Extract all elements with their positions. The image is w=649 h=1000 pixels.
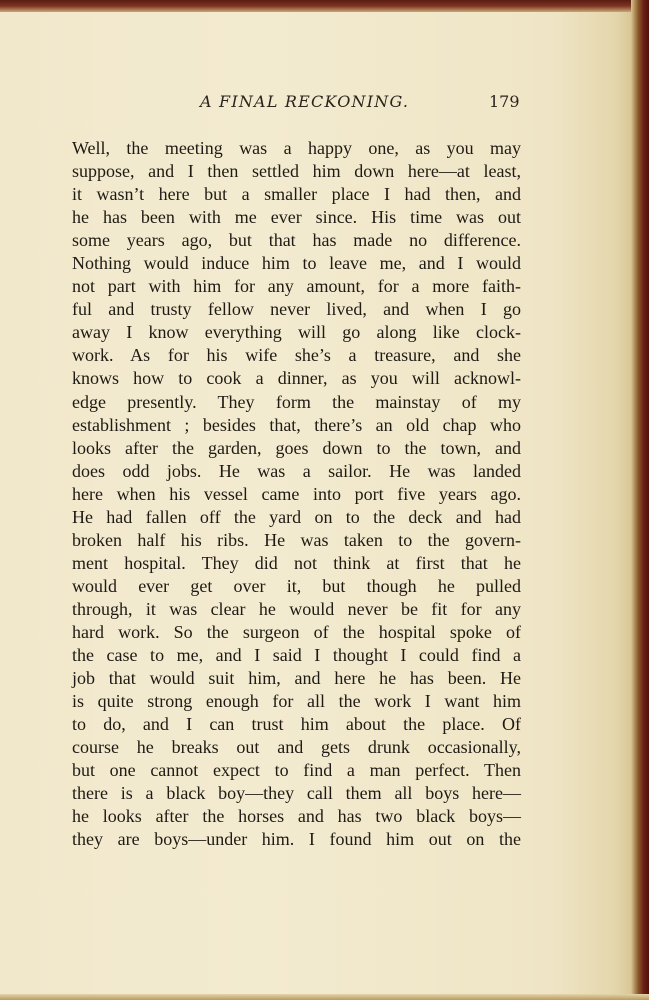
text-line: does odd jobs. He was a sailor. He was landed bbox=[72, 460, 521, 481]
text-line: ment hospital. They did not think at first that he bbox=[72, 552, 521, 573]
text-line: away I know everything will go along like clock- bbox=[72, 322, 521, 343]
text-line: hard work. So the surgeon of the hospital spoke of bbox=[72, 621, 521, 642]
text-line: would ever get over it, but though he pulled bbox=[72, 575, 521, 596]
body-text bbox=[72, 137, 521, 851]
running-title: A FINAL RECKONING. bbox=[200, 92, 410, 111]
text-line: not part with him for any amount, for a more faith- bbox=[72, 276, 521, 297]
text-line: he has been with me ever since. His time was out bbox=[72, 207, 521, 228]
text-line: work. As for his wife she’s a treasure, and she bbox=[72, 345, 521, 366]
page-top-edge bbox=[0, 0, 649, 12]
text-line: the case to me, and I said I thought I could find a bbox=[72, 645, 521, 666]
text-line: they are boys—under him. I found him out on the bbox=[72, 829, 521, 850]
text-line: course he breaks out and gets drunk occasionally, bbox=[72, 737, 521, 758]
page-bottom-edge bbox=[0, 994, 649, 1000]
page-number: 179 bbox=[489, 92, 520, 111]
text-line: knows how to cook a dinner, as you will acknowl- bbox=[72, 368, 521, 389]
text-line: job that would suit him, and here he has been. He bbox=[72, 668, 521, 689]
text-line: he looks after the horses and has two black boys— bbox=[72, 806, 521, 827]
text-line: but one cannot expect to find a man perfect. Then bbox=[72, 760, 521, 781]
book-spine-edge bbox=[631, 0, 649, 1000]
text-line: there is a black boy—they call them all boys here— bbox=[72, 783, 521, 804]
text-line: is quite strong enough for all the work I want him bbox=[72, 691, 521, 712]
text-line: suppose, and I then settled him down here—at least, bbox=[72, 161, 521, 182]
text-line: looks after the garden, goes down to the town, and bbox=[72, 437, 521, 458]
running-head bbox=[0, 92, 649, 116]
text-line: to do, and I can trust him about the place. Of bbox=[72, 714, 521, 735]
text-line: broken half his ribs. He was taken to the govern- bbox=[72, 529, 521, 550]
text-line: some years ago, but that has made no difference. bbox=[72, 230, 521, 251]
text-line: through, it was clear he would never be fit for any bbox=[72, 598, 521, 619]
text-line: it wasn’t here but a smaller place I had then, and bbox=[72, 184, 521, 205]
text-line: here when his vessel came into port five years ago. bbox=[72, 483, 521, 504]
text-line: ful and trusty fellow never lived, and when I go bbox=[72, 299, 521, 320]
text-line: Nothing would induce him to leave me, and I would bbox=[72, 253, 521, 274]
text-line: Well, the meeting was a happy one, as you may bbox=[72, 138, 521, 158]
text-line: He had fallen off the yard on to the deck and had bbox=[72, 506, 521, 527]
text-line: edge presently. They form the mainstay of my bbox=[72, 391, 521, 412]
text-line: establishment ; besides that, there’s an old chap who bbox=[72, 414, 521, 435]
